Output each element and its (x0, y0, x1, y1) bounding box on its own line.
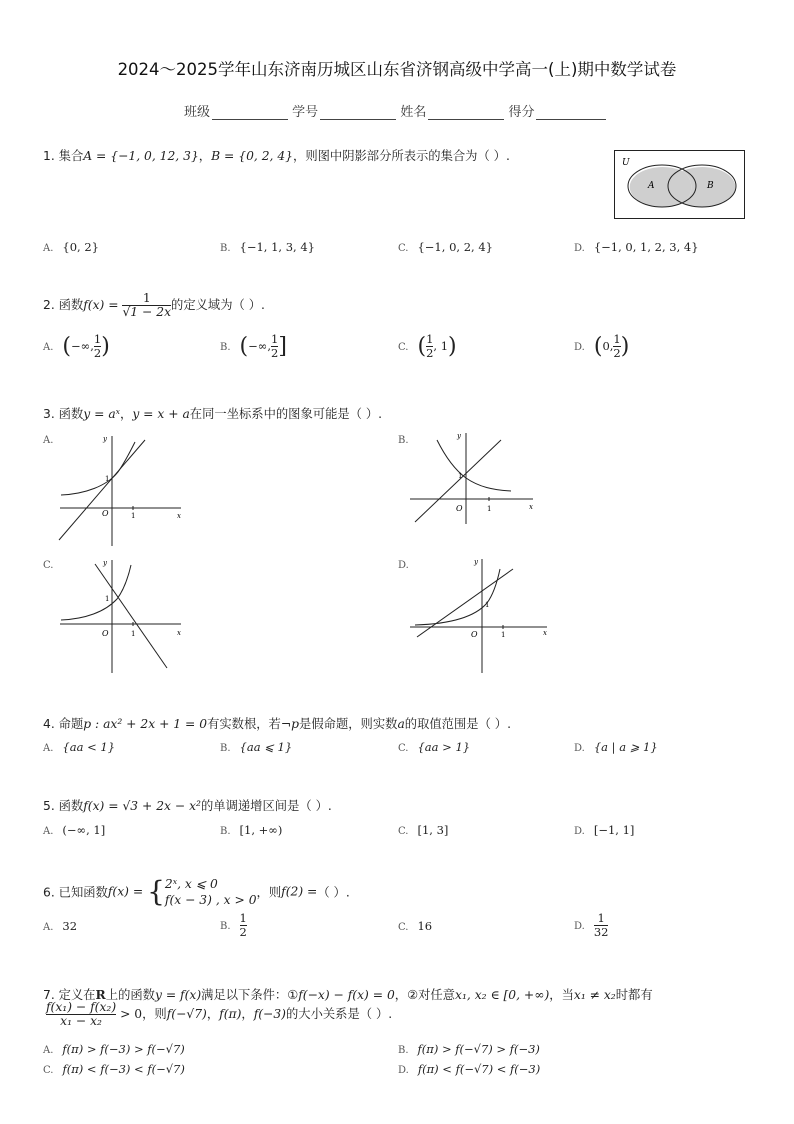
student-info-line (184, 101, 606, 120)
set-a: A = {−1, 0, 12, 3} (83, 149, 199, 163)
score-label: 得分 (508, 105, 535, 120)
q4-option-c[interactable]: C. {aa > 1} (398, 740, 471, 754)
question-7-stem-line2: $\frac{\text{f(x₁) − f(x₂)}}{\text{x₁ − x₂}}$ > 0，则f(−√7)，f(π)，f(−3)的大小关系是（ ）. (46, 1000, 393, 1028)
linear-line (59, 440, 145, 540)
q5-option-d[interactable]: D. [−1, 1] (574, 823, 635, 837)
svg-text:1: 1 (105, 595, 110, 603)
q7-option-c[interactable]: C. f(π) < f(−3) < f(−√7) (43, 1062, 185, 1076)
monotonic-fraction: $\frac{\text{f(x₁) − f(x₂)}}{\text{x₁ − x₂}}$ (46, 1000, 117, 1028)
q2-option-b[interactable]: B. (−∞, $\frac{1}{2}$ ] (220, 332, 287, 360)
q4-option-b[interactable]: B. {aa ⩽ 1} (220, 740, 293, 754)
exp-curve (415, 569, 500, 625)
q3-option-a[interactable]: A. (43, 435, 54, 446)
svg-text:x: x (177, 629, 181, 637)
venn-u-label: U (622, 158, 630, 168)
svg-text:x: x (529, 503, 533, 511)
q2-option-a[interactable]: A. (−∞, $\frac{1}{2}$ ) (43, 332, 110, 360)
q3-option-b[interactable]: B. (398, 435, 409, 446)
svg-text:1: 1 (487, 505, 492, 513)
svg-text:O: O (102, 509, 109, 518)
q3-graph-c (55, 555, 190, 675)
score-blank[interactable] (536, 105, 606, 120)
q1-option-d[interactable]: D. {−1, 0, 1, 2, 3, 4} (574, 240, 699, 254)
set-b: B = {0, 2, 4} (211, 149, 294, 163)
id-label: 学号 (292, 105, 319, 120)
page-title: 2024～2025学年山东济南历城区山东省济钢高级中学高一(上)期中数学试卷 (117, 60, 677, 79)
q4-option-d[interactable]: D. {a | a ⩾ 1} (574, 740, 658, 754)
svg-text:1: 1 (458, 472, 463, 480)
q3-option-c[interactable]: C. (43, 560, 54, 571)
id-blank[interactable] (320, 105, 396, 120)
q1-option-c[interactable]: C. {−1, 0, 2, 4} (398, 240, 493, 254)
svg-text:O: O (102, 629, 109, 638)
question-3-stem: 3. 函数y = aˣ，y = x + a在同一坐标系中的图象可能是（ ）. (43, 407, 383, 421)
svg-text:x: x (177, 512, 181, 520)
name-label: 姓名 (400, 105, 427, 120)
question-6-stem: 6. 已知函数f(x) = { 2ˣ, x ⩽ 0 f(x − 3) , x > 0 ，则f(2) =（ ）. (43, 875, 350, 908)
svg-text:y: y (457, 432, 461, 440)
question-4-stem: 4. 命题p : ax² + 2x + 1 = 0有实数根，若¬p是假命题，则实数a的取值范围是（ ）. (43, 717, 511, 731)
q6-option-d[interactable]: D. $\frac{1}{32}$ (574, 911, 609, 939)
q3-graph-d (405, 555, 555, 675)
svg-text:y: y (103, 559, 107, 567)
q2-option-d[interactable]: D. (0, $\frac{1}{2}$ ) (574, 332, 630, 360)
q7-option-b[interactable]: B. f(π) > f(−√7) > f(−3) (398, 1042, 540, 1056)
svg-text:1: 1 (485, 601, 490, 609)
question-5-stem: 5. 函数f(x) = √3 + 2x − x²的单调递增区间是（ ）. (43, 799, 332, 813)
svg-text:1: 1 (131, 630, 136, 638)
svg-text:y: y (103, 435, 107, 443)
question-1-stem: 1. 集合A = {−1, 0, 12, 3}，B = {0, 2, 4}，则图中阴影部分所表示的集合为（ ）. (43, 149, 510, 163)
q5-option-b[interactable]: B. [1, +∞) (220, 823, 283, 837)
q2-option-c[interactable]: C. ( $\frac{1}{2}$ , 1) (398, 332, 457, 360)
name-blank[interactable] (428, 105, 504, 120)
venn-diagram (614, 150, 746, 220)
class-label: 班级 (184, 105, 211, 120)
q3-graph-a (55, 430, 190, 548)
svg-text:O: O (471, 630, 478, 639)
svg-text:x: x (543, 629, 547, 637)
linear-line (95, 564, 167, 668)
q6-option-a[interactable]: A. 32 (43, 919, 78, 933)
question-2-stem: 2. 函数f(x) = $\frac{1}{√1 - 2x}$ 的定义域为（ ）. (43, 291, 265, 319)
q4-option-a[interactable]: A. {aa < 1} (43, 740, 116, 754)
svg-text:1: 1 (105, 475, 110, 483)
q1-option-a[interactable]: A. {0, 2} (43, 240, 99, 254)
exp-curve (61, 442, 135, 495)
q5-option-a[interactable]: A. (−∞, 1] (43, 823, 106, 837)
venn-a-label: A (648, 181, 655, 191)
svg-text:y: y (474, 558, 478, 566)
q1-option-b[interactable]: B. {−1, 1, 3, 4} (220, 240, 315, 254)
svg-text:1: 1 (131, 512, 136, 520)
exp-curve (61, 565, 131, 620)
piecewise-brace: { (147, 875, 165, 908)
q7-option-a[interactable]: A. f(π) > f(−3) > f(−√7) (43, 1042, 185, 1056)
q3-option-d[interactable]: D. (398, 560, 409, 571)
q6-option-c[interactable]: C. 16 (398, 919, 433, 933)
class-blank[interactable] (212, 105, 288, 120)
svg-text:1: 1 (501, 631, 506, 639)
q6-option-b[interactable]: B. $\frac{1}{2}$ (220, 911, 247, 939)
q7-option-d[interactable]: D. f(π) < f(−√7) < f(−3) (398, 1062, 541, 1076)
svg-text:O: O (456, 504, 463, 513)
question-7-stem-line1: 7. 定义在R上的函数y = f(x)满足以下条件：①f(−x) − f(x) = 0，②对任意x₁, x₂ ∈ [0, +∞)，当x₁ ≠ x₂时都有 (43, 987, 653, 1002)
q3-graph-b (405, 428, 540, 526)
venn-b-label: B (707, 181, 714, 191)
domain-fraction: $\frac{1}{√1 - 2x}$ (122, 291, 172, 319)
piecewise-cases: 2ˣ, x ⩽ 0 f(x − 3) , x > 0 (164, 876, 257, 907)
q5-option-c[interactable]: C. [1, 3] (398, 823, 449, 837)
